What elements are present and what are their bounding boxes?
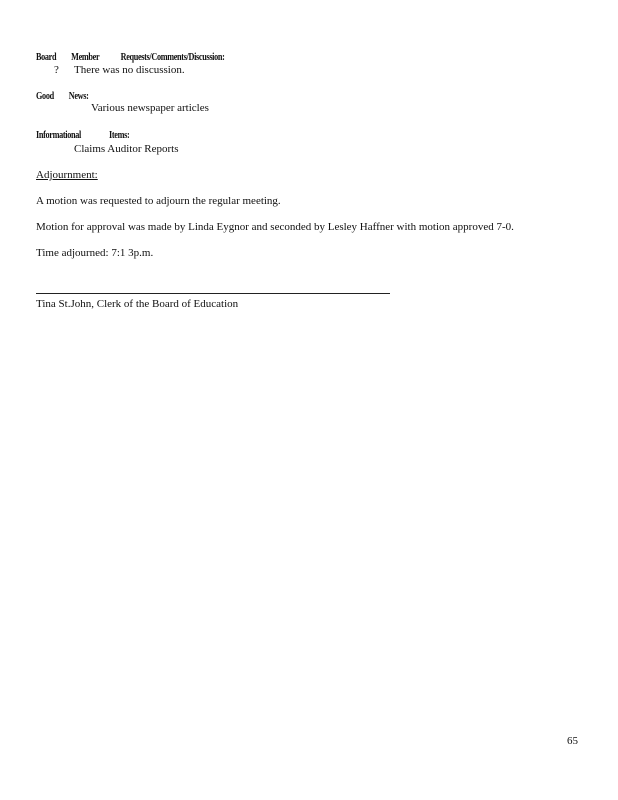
heading-word: Items: — [109, 130, 130, 141]
adjournment-approval: Motion for approval was made by Linda Eygnor and seconded by Lesley Haffner with motion approved 7-0. — [36, 221, 514, 233]
good-news-item: Various newspaper articles — [91, 102, 209, 114]
signature-name: Tina St.John, Clerk of the Board of Education — [36, 298, 239, 310]
good-news-heading — [36, 91, 89, 102]
heading-word: News: — [68, 91, 89, 102]
informational-item: Claims Auditor Reports — [74, 143, 179, 155]
informational-heading — [36, 130, 129, 141]
board-discussion-text: There was no discussion. — [74, 64, 185, 76]
adjournment-heading: Adjournment: — [36, 169, 98, 181]
bullet-icon — [54, 143, 63, 155]
board-member-heading — [36, 52, 225, 63]
heading-word: Good — [36, 91, 54, 102]
heading-word: Informational — [36, 130, 81, 141]
page-number: 65 — [567, 735, 578, 747]
bullet-icon: ? — [54, 64, 59, 76]
heading-word: Board — [36, 52, 57, 63]
adjournment-motion: A motion was requested to adjourn the regular meeting. — [36, 195, 281, 207]
adjournment-time: Time adjourned: 7:1 3p.m. — [36, 247, 154, 259]
heading-word: Member — [71, 52, 100, 63]
bullet-icon — [74, 102, 83, 114]
signature-line — [36, 293, 390, 294]
heading-word: Requests/Comments/Discussion: — [120, 52, 225, 63]
